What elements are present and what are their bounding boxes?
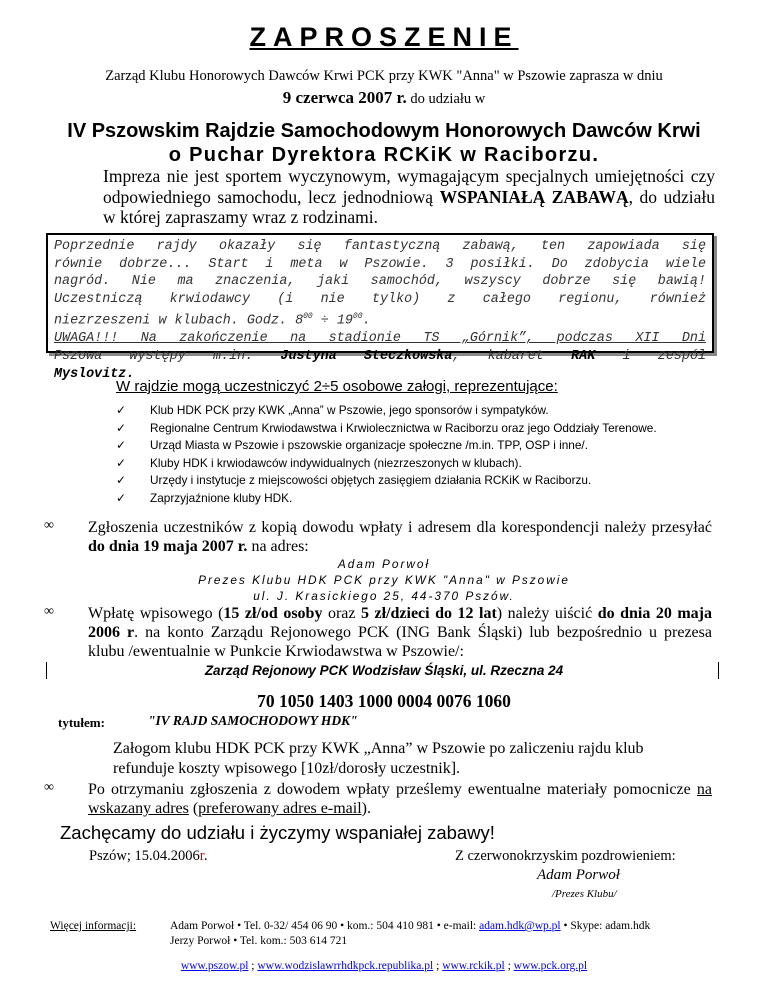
box-hours-line: niezrzeszeni w klubach. Godz. $8^{00} \div 19^{00}$. xyxy=(54,312,371,329)
box-line: nagród. Nie ma znaczenia, jaki samochód, wszyscy dobrze się bawią! xyxy=(54,274,706,290)
list-item: ✓ Klub HDK PCK przy KWK „Anna” w Pszowie, jego sponsorów i sympatyków. xyxy=(116,402,657,420)
box-line: Myslovitz. xyxy=(54,366,135,382)
postal-address xyxy=(0,556,768,604)
lead-paragraph xyxy=(103,166,715,228)
link-rckik[interactable]: www.rckik.pl xyxy=(442,960,505,972)
box-line: Poprzednie rajdy okazały się fantastyczną zabawą, ten zapowiada się xyxy=(54,239,706,254)
page-title: ZAPROSZENIE xyxy=(249,22,519,52)
checkmark-icon: ✓ xyxy=(116,455,127,470)
registration-paragraph: Zgłoszenia uczestników z kopią dowodu wpłaty i adresem dla korespondencji należy przesyłać do dnia 19 maja 2007 r. na adres: xyxy=(88,519,712,555)
lead-emphasis: WSPANIAŁĄ ZABAWĄ xyxy=(439,186,629,207)
transfer-title-value: "IV RAJD SAMOCHODOWY HDK" xyxy=(148,713,358,728)
event-name: IV Pszowskim Rajdzie Samochodowym Honorowych Dawców Krwi xyxy=(67,120,701,142)
list-item: ✓ Zaprzyjaźnione kluby HDK. xyxy=(116,490,657,508)
website-links: www.pszow.pl ; www.wodzislawrrhdkpck.republika.pl ; www.rckik.pl ; www.pck.org.pl xyxy=(180,960,588,972)
infinity-bullet-icon: ∞ xyxy=(44,780,54,795)
list-item: ✓ Urzędy i instytucje z miejscowości objętych zasięgiem działania RCKiK w Raciborzu. xyxy=(116,472,657,490)
box-warning-line: UWAGA!!! Na zakończenie na stadionie TS „Górnik”, podczas XII Dni xyxy=(54,331,706,347)
box-line: Pszowa występy m.in. Justyna Steczkowska, kabaret RAK i zespół xyxy=(54,349,706,365)
regards-line: Z czerwonokrzyskim pozdrowieniem: xyxy=(455,848,676,864)
regional-board-address: Zarząd Rejonowy PCK Wodzisław Śląski, ul. Rzeczna 24 xyxy=(204,663,564,678)
event-date: 9 czerwca 2007 r. xyxy=(282,88,407,107)
box-line: Uczestniczą krwiodawcy (i nie tylko) z całego regionu, również xyxy=(54,291,706,307)
contact-adam: Adam Porwoł • Tel. 0-32/ 454 06 90 • kom.: 504 410 981 • e-mail: adam.hdk@wp.pl • Skype: adam.hdk xyxy=(170,920,651,932)
address-street: ul. J. Krasickiego 25, 44-370 Pszów. xyxy=(253,589,515,603)
contact-jerzy: Jerzy Porwoł • Tel. kom.: 503 614 721 xyxy=(170,935,348,947)
intro-date-line xyxy=(0,88,768,108)
participants-heading: W rajdzie mogą uczestniczyć 2÷5 osobowe załogi, reprezentujące: xyxy=(116,378,558,395)
lead-rest: , do udziału w której zapraszamy wraz z rodzinami. xyxy=(103,186,715,227)
address-name: Adam Porwoł xyxy=(337,557,431,571)
highlight-box xyxy=(46,233,714,382)
lead-text: Impreza nie jest sportem wyczynowym, wymagającym specjalnych umiejętności czy odpowiedniego samochodu, lecz jednodniową xyxy=(103,166,715,207)
infinity-bullet-icon: ∞ xyxy=(44,518,54,533)
materials-paragraph: Po otrzymaniu zgłoszenia z dowodem wpłaty prześlemy ewentualne materiały pomocnicze na wskazany adres (preferowany adres e-mail). xyxy=(88,781,712,817)
payment-paragraph: Wpłatę wpisowego (15 zł/od osoby oraz 5 zł/dzieci do 12 lat) należy uiścić do dnia 20 maja 2006 r. na konto Zarządu Rejonowego PCK (ING Bank Śląski) lub bezpośrednio u prezesa klubu /ewentualnie w Punkcie Krwiodawstwa w Pszowie/: xyxy=(88,605,713,660)
transfer-title-label: tytułem: xyxy=(58,715,105,730)
link-pszow[interactable]: www.pszow.pl xyxy=(180,960,249,972)
refund-note: Załogom klubu HDK PCK przy KWK „Anna” w Pszowie po zaliczeniu rajdu klub refunduje koszty wpisowego [10zł/dorosły uczestnik]. xyxy=(113,740,644,777)
intro-tail: do udziału w xyxy=(406,91,486,107)
email-link[interactable]: adam.hdk@wp.pl xyxy=(479,920,561,932)
intro-line: Zarząd Klubu Honorowych Dawców Krwi PCK przy KWK "Anna" w Pszowie zaprasza w dniu xyxy=(105,68,663,84)
checkmark-icon: ✓ xyxy=(116,490,127,505)
checkmark-icon: ✓ xyxy=(116,403,127,417)
infinity-bullet-icon: ∞ xyxy=(44,604,54,619)
list-item: ✓ Kluby HDK i krwiodawców indywidualnych (niezrzeszonych w klubach). xyxy=(116,455,657,473)
list-item: ✓ Regionalne Centrum Krwiodawstwa i Krwiolecznictwa w Raciborzu oraz jego Oddziały Terenowe. xyxy=(116,420,657,438)
event-subtitle: o Puchar Dyrektora RCKiK w Raciborzu. xyxy=(168,144,600,166)
checkmark-icon: ✓ xyxy=(116,473,127,488)
participants-list xyxy=(116,402,657,508)
signature-name: Adam Porwoł xyxy=(537,867,620,883)
link-pck[interactable]: www.pck.org.pl xyxy=(513,960,588,972)
checkmark-icon: ✓ xyxy=(116,420,127,435)
more-info-label: Więcej informacji: xyxy=(50,920,137,932)
place-date: Pszów; 15.04.2006r. xyxy=(89,848,208,864)
bank-account-number: 70 1050 1403 1000 0004 0076 1060 xyxy=(257,691,511,711)
link-wodzislaw-hdk[interactable]: www.wodzislawrrhdkpck.republika.pl xyxy=(257,960,434,972)
signature-role: /Prezes Klubu/ xyxy=(552,888,617,900)
box-line: równie dobrze... Start i meta w Pszowie. 3 posiłki. Do zdobycia wiele xyxy=(54,256,706,272)
list-item: ✓ Urząd Miasta w Pszowie i pszowskie organizacje społeczne /m.in. TPP, OSP i inne/. xyxy=(116,437,657,455)
address-role: Prezes Klubu HDK PCK przy KWK "Anna" w Pszowie xyxy=(198,573,570,587)
closing-line: Zachęcamy do udziału i życzymy wspaniałej zabawy! xyxy=(60,822,495,843)
checkmark-icon: ✓ xyxy=(116,438,127,453)
